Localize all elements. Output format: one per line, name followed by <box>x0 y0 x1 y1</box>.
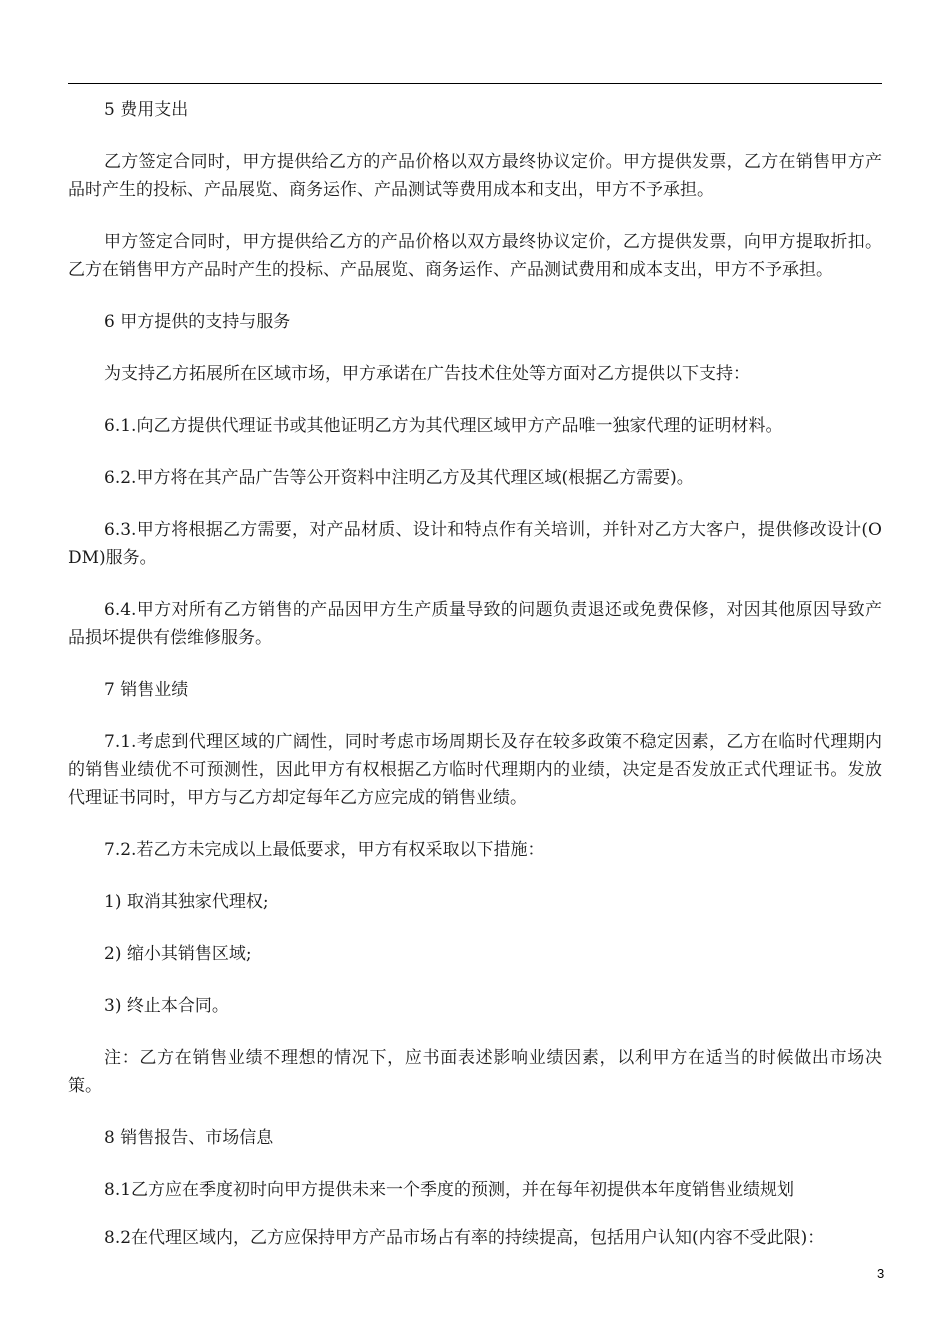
paragraph-6-intro: 为支持乙方拓展所在区域市场，甲方承诺在广告技术住处等方面对乙方提供以下支持： <box>104 364 750 384</box>
header-rule <box>68 83 882 84</box>
clause-7-2: 7.2.若乙方未完成以上最低要求，甲方有权采取以下措施： <box>104 840 545 860</box>
paragraph-5-2: 甲方签定合同时，甲方提供给乙方的产品价格以双方最终协议定价，乙方提供发票，向甲方提取折扣。乙方在销售甲方产品时产生的投标、产品展览、商务运作、产品测试费用和成本支出，甲方不予承担。 <box>68 232 882 280</box>
measure-3: 3) 终止本合同。 <box>104 996 229 1016</box>
measure-2: 2) 缩小其销售区域; <box>104 944 252 964</box>
note-paragraph: 注：乙方在销售业绩不理想的情况下，应书面表述影响业绩因素，以利甲方在适当的时候做出市场决策。 <box>68 1048 882 1096</box>
section-heading-8: 8 销售报告、市场信息 <box>104 1128 274 1148</box>
clause-8-1: 8.1乙方应在季度初时向甲方提供未来一个季度的预测，并在每年初提供本年度销售业绩规划 <box>104 1180 795 1200</box>
paragraph-5-1: 乙方签定合同时，甲方提供给乙方的产品价格以双方最终协议定价。甲方提供发票，乙方在销售甲方产品时产生的投标、产品展览、商务运作、产品测试等费用成本和支出，甲方不予承担。 <box>68 152 882 200</box>
section-heading-7: 7 销售业绩 <box>104 680 189 700</box>
clause-6-1: 6.1.向乙方提供代理证书或其他证明乙方为其代理区域甲方产品唯一独家代理的证明材料。 <box>104 416 783 436</box>
document-body <box>68 96 882 1252</box>
measure-1: 1) 取消其独家代理权; <box>104 892 269 912</box>
clause-6-3: 6.3.甲方将根据乙方需要，对产品材质、设计和特点作有关培训，并针对乙方大客户，提供修改设计(ODM)服务。 <box>68 520 882 568</box>
section-heading-5: 5 费用支出 <box>104 100 189 120</box>
clause-6-2: 6.2.甲方将在其产品广告等公开资料中注明乙方及其代理区域(根据乙方需要)。 <box>104 468 694 488</box>
section-heading-6: 6 甲方提供的支持与服务 <box>104 312 291 332</box>
clause-7-1: 7.1.考虑到代理区域的广阔性，同时考虑市场周期长及存在较多政策不稳定因素，乙方在临时代理期内的销售业绩优不可预测性，因此甲方有权根据乙方临时代理期内的业绩，决定是否发放正式代理证书。发放代理证书同时，甲方与乙方却定每年乙方应完成的销售业绩。 <box>68 732 882 808</box>
clause-8-2: 8.2在代理区域内，乙方应保持甲方产品市场占有率的持续提高，包括用户认知(内容不受此限)： <box>104 1228 825 1248</box>
page-number: 3 <box>877 1266 885 1281</box>
clause-6-4: 6.4.甲方对所有乙方销售的产品因甲方生产质量导致的问题负责退还或免费保修，对因其他原因导致产品损坏提供有偿维修服务。 <box>68 600 882 648</box>
